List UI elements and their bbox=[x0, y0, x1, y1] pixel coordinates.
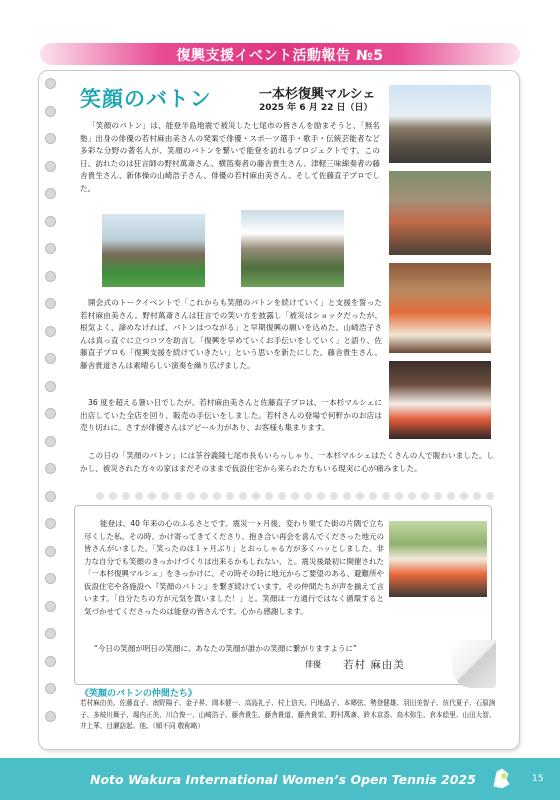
friends-list-title: 《笑顔のバトンの仲間たち》 bbox=[80, 689, 197, 699]
article-title: 笑顔のバトン bbox=[80, 87, 212, 111]
divider-dot bbox=[200, 492, 208, 500]
signature-name: 若村 麻由美 bbox=[343, 659, 405, 671]
body-paragraph: 36 度を超える暑い日でしたが、若村麻由美さんと佐藤直子プロは、一本杉マルシェに出店していた全店を回り、販売の手伝いをしました。若村さんの登場で何軒かのお店は売り切れに。さすが俳優さんはアピール力があり、お客様も集まります。 bbox=[80, 398, 382, 433]
binder-hole bbox=[45, 546, 56, 557]
divider-dot bbox=[343, 492, 351, 500]
divider-dot bbox=[174, 492, 182, 500]
section-header-bar bbox=[40, 43, 520, 65]
binder-hole bbox=[45, 243, 56, 254]
page-number: 15 bbox=[532, 774, 544, 784]
divider-dot bbox=[434, 492, 442, 500]
divider-dot bbox=[148, 492, 156, 500]
binder-hole bbox=[45, 463, 56, 474]
divider-dot bbox=[109, 492, 117, 500]
divider-dot bbox=[278, 492, 286, 500]
photo-audience-tent bbox=[240, 209, 345, 288]
divider-dot bbox=[330, 492, 338, 500]
divider-dot bbox=[239, 492, 247, 500]
binder-hole bbox=[45, 161, 56, 172]
divider-dot bbox=[356, 492, 364, 500]
divider-dot bbox=[395, 492, 403, 500]
divider-dot bbox=[304, 492, 312, 500]
binder-hole bbox=[45, 628, 56, 639]
event-date: 2025 年 6 月 22 日（日） bbox=[259, 103, 373, 113]
binder-hole bbox=[45, 601, 56, 612]
divider-dot bbox=[473, 492, 481, 500]
binder-hole bbox=[45, 216, 56, 227]
binder-hole bbox=[45, 298, 56, 309]
divider-dot bbox=[421, 492, 429, 500]
photo-group-portrait bbox=[388, 360, 492, 440]
footer-title: Noto Wakura International Women’s Open Tennis 2025 bbox=[90, 772, 476, 787]
divider-dot bbox=[291, 492, 299, 500]
divider-dot bbox=[382, 492, 390, 500]
binder-hole bbox=[45, 573, 56, 584]
binder-hole bbox=[45, 133, 56, 144]
divider-dot bbox=[96, 492, 104, 500]
binder-hole bbox=[45, 188, 56, 199]
divider-dot bbox=[161, 492, 169, 500]
section-header-title: 復興支援イベント活動報告 №5 bbox=[176, 48, 384, 64]
binder-hole bbox=[45, 436, 56, 447]
divider-dot bbox=[265, 492, 273, 500]
page-footer bbox=[0, 758, 560, 800]
page-curl-decoration bbox=[452, 640, 496, 688]
divider-dot bbox=[213, 492, 221, 500]
divider-dot bbox=[369, 492, 377, 500]
binder-hole bbox=[45, 683, 56, 694]
intro-paragraph: 「笑顔のバトン」は、能登半島地震で被災した七尾市の皆さんを励まそうと、「無名塾」出身の俳優の若村麻由美さんの発案で俳優・スポーツ選手・歌手・伝統芸能者など多彩な分野の著名人が、笑顔のバトンを繋いで能登を訪れるプロジェクトです。この日、訪れたのは狂言師の野村萬斎さん、横笛奏者の藤舎貴生さん、津軽三味線奏者の藤舎貴生さん、新体操の山崎浩子さん、俳優の若村麻由美さん、そして佐藤直子プロでした。 bbox=[80, 121, 380, 193]
dotted-divider bbox=[96, 492, 496, 502]
photo-opening-ceremony bbox=[101, 213, 206, 288]
closing-paragraph: この日の「笑顔のバトン」には茶谷義隆七尾市長もいらっしゃり、一本杉マルシェはたくさんの人で賑わいました。しかし、被災された方々の家はまだそのままで仮設住宅から来られた方もいる現実に心が痛みました。 bbox=[80, 451, 494, 473]
divider-dot bbox=[187, 492, 195, 500]
binder-hole bbox=[45, 353, 56, 364]
binder-hole bbox=[45, 326, 56, 337]
tennis-ball-icon bbox=[488, 766, 514, 792]
binder-hole bbox=[45, 408, 56, 419]
divider-dot bbox=[252, 492, 260, 500]
divider-dot bbox=[226, 492, 234, 500]
binder-hole bbox=[45, 518, 56, 529]
photo-performers-stage bbox=[388, 170, 492, 256]
body-paragraph: 開会式のトークイベントで「これからも笑顔のバトンを続けていく」と支援を誓った若村麻由美さん。野村萬斎さんは狂言での笑い方を披露し「被災はショックだったが、根気よく、諦めなければ、バトンはつながる」と早期復興の願いを込めた。山崎浩子さんは真っ直ぐに立つコツを助言し「復興を早めていくお手伝いをしていく」と語り、佐藤直子プロも「復興支援を続けていきたい」という思いを新たにした。藤舎貴生さん、藤舎貴道さんは素晴らしい演奏を繰り広げました。 bbox=[80, 298, 382, 370]
divider-dot bbox=[447, 492, 455, 500]
message-text: 能登は、40 年来の心のふるさとです。震災一ヶ月後、変わり果てた街の片隅で立ち尽くした私。その時、かけ寄ってきてくださり、抱き合い再会を喜んでくださった地元の皆さんがいました。「笑ったのは１ヶ月ぶり」とおっしゃる方が多くハッとしました。非力な自分でも笑顔のきっかけづくりは出来るかもしれない、と。震災後最初に開催された「一本杉復興マルシェ」をきっかけに、その時その時に地元からご要望のある、避難所や仮設住宅や各施設へ『笑顔のバトン』を繋ぎ続けています。その仲間たちが声を揃えて言います。「自分たちの方が元気を貰いました！」と。笑顔は一方通行ではなく循環すると気づかせてくださったのは能登の皆さんです。心から感謝します。 bbox=[84, 519, 384, 616]
photo-actress-smiling bbox=[388, 520, 488, 598]
divider-dot bbox=[460, 492, 468, 500]
binder-hole bbox=[45, 271, 56, 282]
binder-hole bbox=[45, 491, 56, 502]
divider-dot bbox=[317, 492, 325, 500]
event-name: 一本杉復興マルシェ bbox=[259, 87, 376, 102]
photo-street-crowd bbox=[388, 84, 492, 164]
divider-dot bbox=[408, 492, 416, 500]
photo-market-stall bbox=[388, 262, 492, 354]
binder-hole bbox=[45, 711, 56, 722]
divider-dot bbox=[122, 492, 130, 500]
binder-hole bbox=[45, 106, 56, 117]
binder-hole bbox=[45, 381, 56, 392]
binder-holes bbox=[45, 78, 57, 743]
divider-dot bbox=[486, 492, 494, 500]
friends-list-names: 若村麻由美、佐藤直子、南野陽子、金子昇、岡本健一、高島礼子、村上信夫、円地晶子、本郷弦、勢登健雄、羽田美智子、伍代夏子、石原詢子、多岐川舞子、堀内正美、川合俊一、山崎浩子、藤舎貴生、藤舎貴道、藤舎貴栄、野村萬斎、鈴木京香、鳥木弥生、倉本絵里、山田大智、井上華、目瀬訪起、他。（順不同 敬称略） bbox=[80, 699, 496, 730]
message-closing-quote: “今日の笑顔が明日の笑顔に、あなたの笑顔が誰かの笑顔に繋がりますように” bbox=[94, 644, 357, 653]
signature-role: 俳優 bbox=[305, 660, 321, 669]
binder-hole bbox=[45, 78, 56, 89]
divider-dot bbox=[135, 492, 143, 500]
binder-hole bbox=[45, 656, 56, 667]
